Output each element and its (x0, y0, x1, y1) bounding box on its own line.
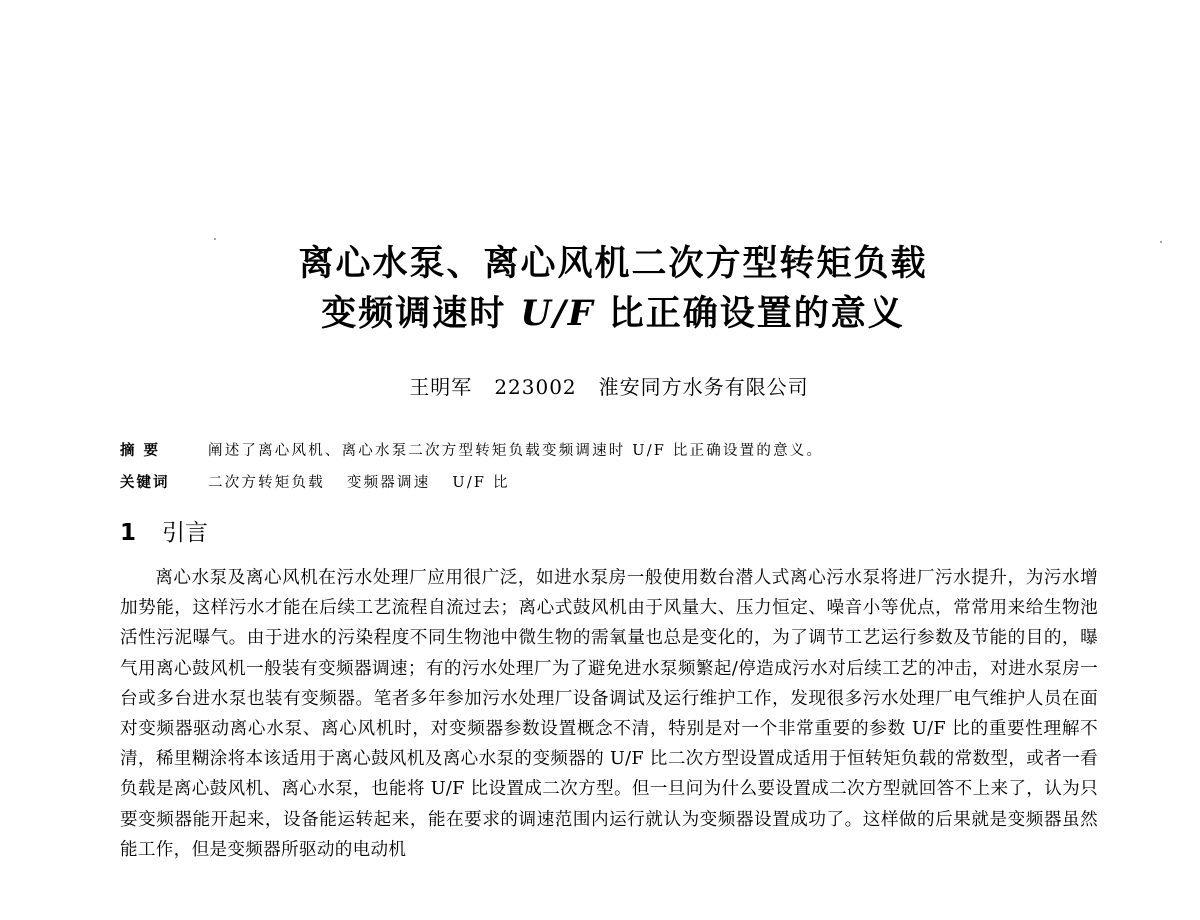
title-line-2-suffix: 比正确设置的意义 (594, 294, 905, 334)
keyword-item: 变频器调速 (346, 475, 431, 491)
title-uf-term: U/F (520, 293, 595, 334)
keyword-item: U/F 比 (452, 475, 510, 491)
section-title: 引言 (162, 520, 208, 546)
author-affiliation: 淮安同方水务有限公司 (598, 375, 809, 399)
paper-title-line-2 (0, 288, 1200, 340)
keywords (120, 472, 532, 494)
abstract-text: 阐述了离心风机、离心水泵二次方型转矩负载变频调速时 U/F 比正确设置的意义。 (208, 443, 824, 459)
author-line (0, 372, 1200, 402)
abstract (120, 440, 823, 462)
section-number: 1 (120, 520, 137, 546)
author-postcode: 223002 (494, 375, 577, 399)
keyword-item: 二次方转矩负载 (208, 475, 325, 491)
paper-title-line-1: 离心水泵、离心风机二次方型转矩负载 (298, 244, 928, 284)
title-line-2-prefix: 变频调速时 (321, 294, 521, 334)
body-paragraph: 离心水泵及离心风机在污水处理厂应用很广泛，如进水泵房一般使用数台潜人式离心污水泵将进厂污水提升，为污水增加势能，这样污水才能在后续工艺流程自流过去；离心式鼓风机由于风量大、压力恒定、噪音小等优点，常常用来给生物池活性污泥曝气。由于进水的污染程度不同生物池中微生物的需氧量也总是变化的，为了调节工艺运行参数及节能的目的，曝气用离心鼓风机一般装有变频器调速；有的污水处理厂为了避免进水泵频繁起/停造成污水对后续工艺的冲击，对进水泵房一台或多台进水泵也装有变频器。笔者多年参加污水处理厂设备调试及运行维护工作，发现很多污水处理厂电气维护人员在面对变频器驱动离心水泵、离心风机时，对变频器参数设置概念不清，特别是对一个非常重要的参数 U/F 比的重要性理解不清，稀里糊涂将本该适用于离心鼓风机及离心水泵的变频器的 U/F 比二次方型设置成适用于恒转矩负载的常数型，或者一看负载是离心鼓风机、离心水泵，也能将 U/F 比设置成二次方型。但一旦问为什么要设置成二次方型就回答不上来了，认为只要变频器能开起来，设备能运转起来，能在要求的调速范围内运行就认为变频器设置成功了。这样做的后果就是变频器虽然能工作，但是变频器所驱动的电动机 (120, 568, 1098, 860)
keywords-label: 关键词 (120, 475, 170, 491)
section-heading (120, 516, 208, 550)
author-name: 王明军 (409, 375, 473, 399)
abstract-label: 摘 要 (120, 443, 161, 459)
